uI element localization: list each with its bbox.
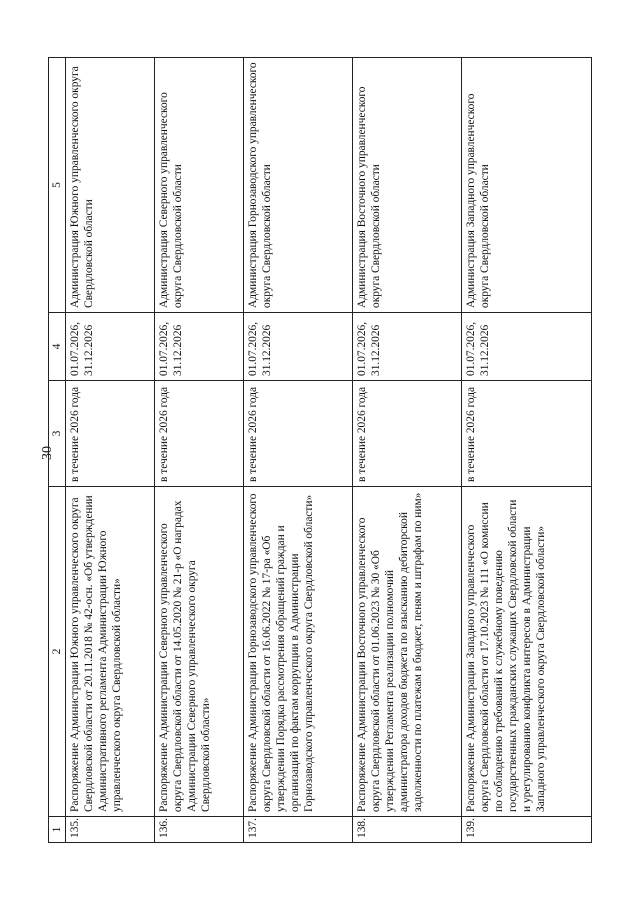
document-cell: Распоряжение Администрации Северного управленческого округа Свердловской области от 14.05.2020 № 21-р «О наградах Администрации Северного управленческого округа Свердловской области» <box>154 487 243 817</box>
term-cell: в течение 2026 года <box>154 381 243 487</box>
column-number: 5 <box>49 58 66 313</box>
row-number: 139. <box>462 817 592 843</box>
row-number: 137. <box>243 817 352 843</box>
rotated-table-container <box>48 57 592 843</box>
responsible-cell: Администрация Северного управленческого округа Свердловской области <box>154 58 243 313</box>
responsible-cell: Администрация Южного управленческого округа Свердловской области <box>66 58 155 313</box>
term-cell: в течение 2026 года <box>353 381 462 487</box>
table-row <box>462 58 592 843</box>
dates-cell: 01.07.2026, 31.12.2026 <box>66 313 155 381</box>
row-number: 138. <box>353 817 462 843</box>
column-number: 1 <box>49 817 66 843</box>
table-row <box>353 58 462 843</box>
column-number: 4 <box>49 313 66 381</box>
term-cell: в течение 2026 года <box>66 381 155 487</box>
row-number: 135. <box>66 817 155 843</box>
dates-cell: 01.07.2026, 31.12.2026 <box>154 313 243 381</box>
responsible-cell: Администрация Восточного управленческого округа Свердловской области <box>353 58 462 313</box>
row-number: 136. <box>154 817 243 843</box>
document-table <box>48 57 592 843</box>
dates-cell: 01.07.2026, 31.12.2026 <box>353 313 462 381</box>
term-cell: в течение 2026 года <box>243 381 352 487</box>
document-cell: Распоряжение Администрации Восточного управленческого округа Свердловской области от 01.06.2023 № 30 «Об утверждении Регламента реализации полномочий администратора доходов бюджета по взысканию дебиторской задолженности по платежам в бюджет, пеням и штрафам по ним» <box>353 487 462 817</box>
column-number: 3 <box>49 381 66 487</box>
responsible-cell: Администрация Западного управленческого округа Свердловской области <box>462 58 592 313</box>
dates-cell: 01.07.2026, 31.12.2026 <box>462 313 592 381</box>
column-number-row <box>49 58 66 843</box>
column-number: 2 <box>49 487 66 817</box>
table-row <box>66 58 155 843</box>
responsible-cell: Администрация Горнозаводского управленческого округа Свердловской области <box>243 58 352 313</box>
document-cell: Распоряжение Администрации Южного управленческого округа Свердловской области от 20.11.2018 № 42-осн. «Об утверждении Административного регламента Администрации Южного управленческого округа Свердловской области» <box>66 487 155 817</box>
document-cell: Распоряжение Администрации Западного управленческого округа Свердловской области от 17.10.2023 № 111 «О комиссии по соблюдению требований к служебному поведению государственных гражданских служащих Свердловской области и урегулированию конфликта интересов в Администрации Западного управленческого округа Свердловской области» <box>462 487 592 817</box>
term-cell: в течение 2026 года <box>462 381 592 487</box>
table-row <box>243 58 352 843</box>
dates-cell: 01.07.2026, 31.12.2026 <box>243 313 352 381</box>
document-cell: Распоряжение Администрации Горнозаводского управленческого округа Свердловской области от 16.06.2022 № 17-ра «Об утверждении Порядка рассмотрения обращений граждан и организаций по фактам коррупции в Администрации Горнозаводского управленческого округа Свердловской области» <box>243 487 352 817</box>
page-number: 30 <box>40 446 55 460</box>
table-row <box>154 58 243 843</box>
